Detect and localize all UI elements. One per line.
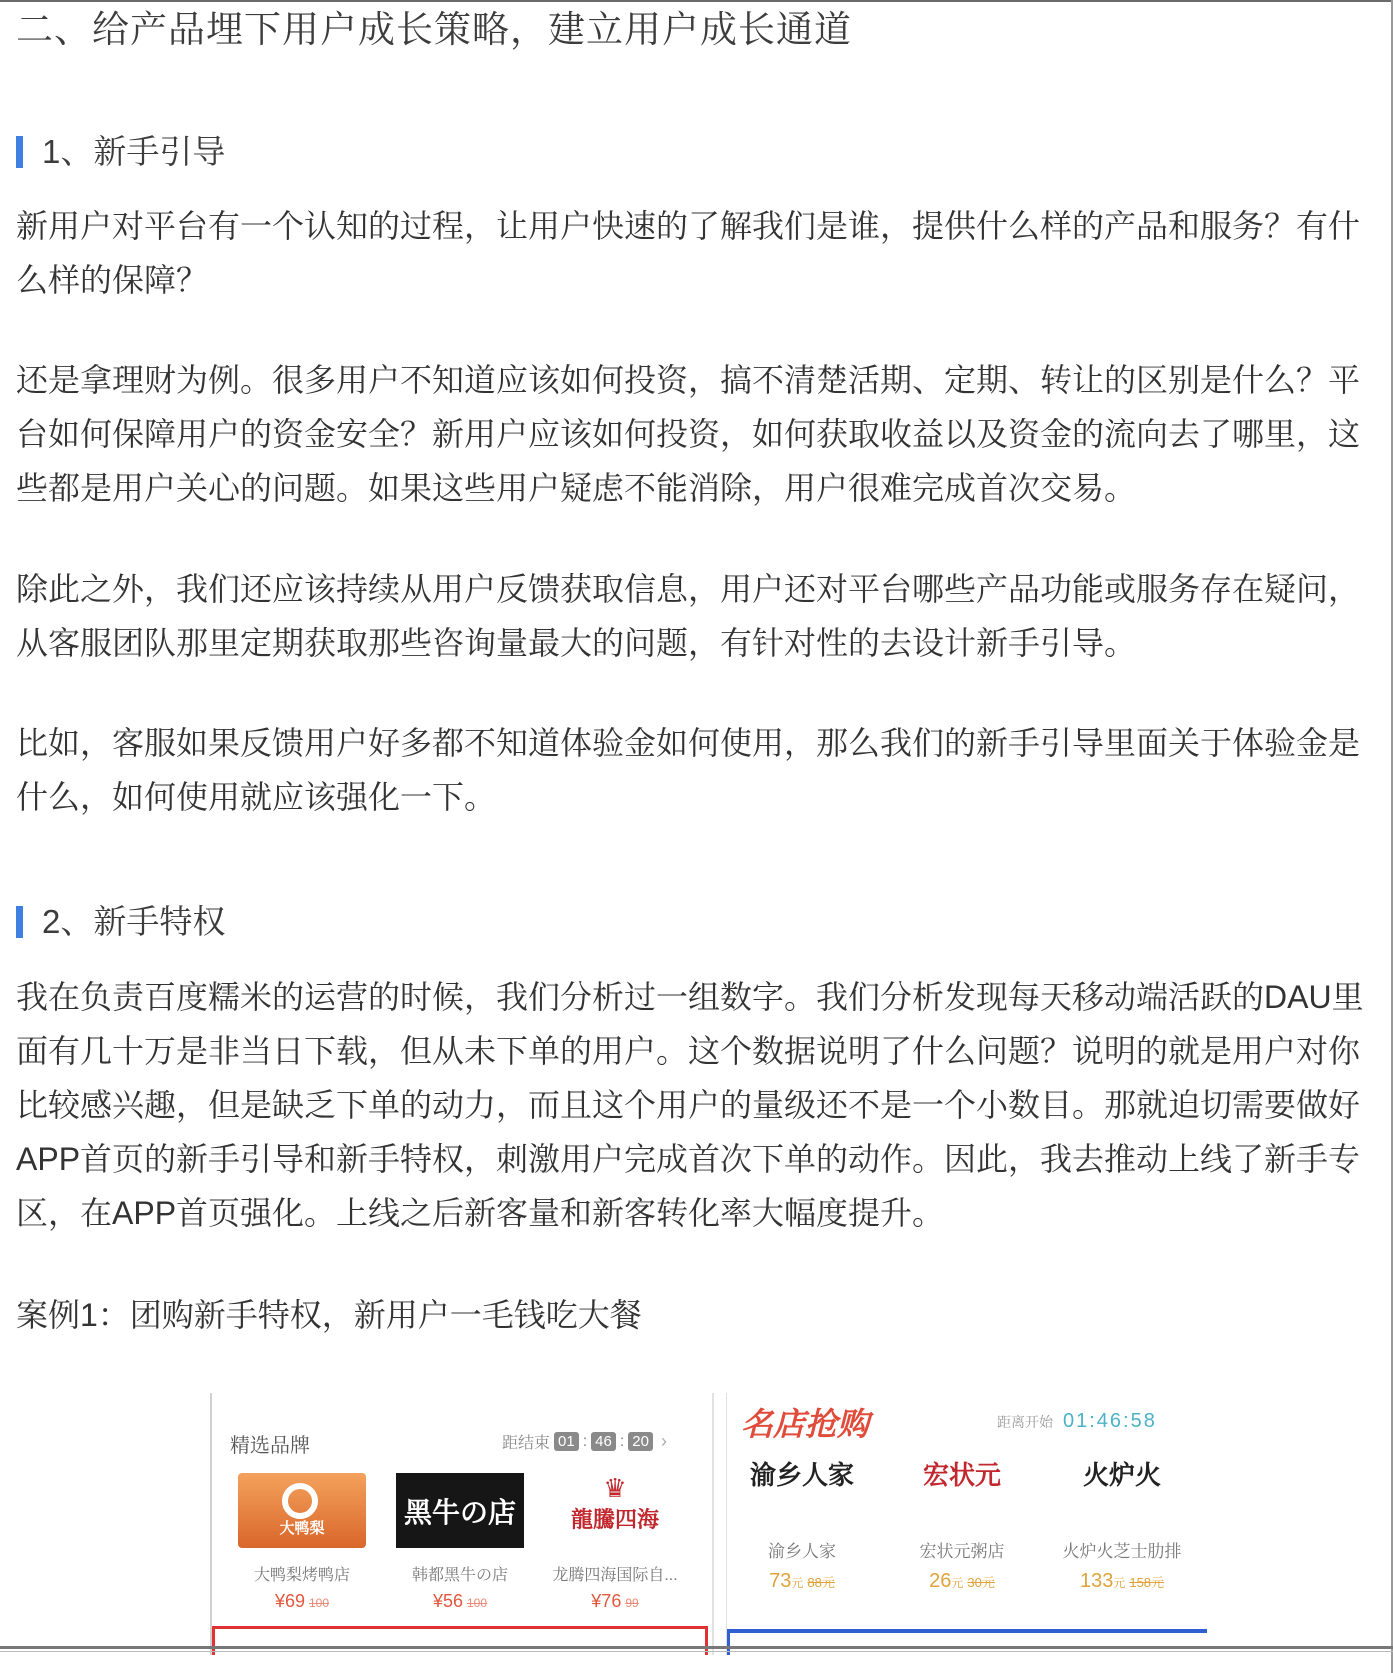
price-value: 133 — [1079, 1570, 1114, 1592]
paragraph-line: 台如何保障用户的资金安全？新用户应该如何投资，如何获取收益以及资金的流向去了哪里，这 — [16, 416, 1361, 452]
store-price — [1047, 1570, 1197, 1593]
store-price — [727, 1570, 877, 1593]
paragraph-line: APP首页的新手引导和新手特权，刺激用户完成首次下单的动作。因此，我去推动上线了新手专 — [16, 1141, 1361, 1177]
price-value: 26 — [929, 1570, 952, 1592]
paragraph-line: 面有几十万是非当日下载，但从未下单的用户。这个数据说明了什么问题？说明的就是用户对你 — [16, 1033, 1361, 1069]
featured-brands-title: 精选品牌 — [230, 1435, 310, 1457]
paragraph-line: 么样的保障？ — [16, 262, 209, 298]
store-logo: 火炉火 — [1082, 1461, 1161, 1491]
store-card[interactable] — [727, 1459, 877, 1593]
original-price: 88元 — [807, 1575, 835, 1590]
brand-logo-text: 龍騰四海 — [570, 1507, 659, 1533]
store-name: 火炉火芝士肋排 — [1062, 1542, 1182, 1561]
countdown-hours: 01 — [554, 1432, 579, 1451]
brand-price — [395, 1591, 525, 1612]
brand-name: 韩都黑牛の店 — [411, 1567, 508, 1584]
price-unit: 元 — [791, 1576, 804, 1590]
bottom-border-thin — [0, 1651, 1393, 1652]
paragraph-line: 些都是用户关心的问题。如果这些用户疑虑不能消除，用户很难完成首次交易。 — [16, 470, 1137, 506]
paragraph-line: 比如，客服如果反馈用户好多都不知道体验金如何使用，那么我们的新手引导里面关于体验金是 — [16, 725, 1361, 761]
brand-card[interactable] — [237, 1473, 367, 1612]
subsection-title-privilege — [16, 900, 225, 944]
section-heading: 二、给产品埋下用户成长策略，建立用户成长通道 — [16, 9, 852, 50]
accent-bar — [16, 136, 23, 168]
paragraph-line: 新用户对平台有一个认知的过程，让用户快速的了解我们是谁，提供什么样的产品和服务？有什 — [16, 208, 1361, 244]
paragraph — [16, 970, 1381, 1240]
countdown-label: 距结束 — [502, 1435, 551, 1452]
featured-brands-panel — [210, 1393, 714, 1655]
brand-price — [550, 1591, 680, 1612]
paragraph-line: 我在负责百度糯米的运营的时候，我们分析过一组数字。我们分析发现每天移动端活跃的DAU里 — [16, 979, 1364, 1015]
original-price: 100 — [309, 1596, 330, 1610]
paragraph-line: 比较感兴趣，但是缺乏下单的动力，而且这个用户的量级还不是一个小数目。那就迫切需要做好 — [16, 1087, 1361, 1123]
brand-logo — [551, 1473, 679, 1548]
chevron-right-icon[interactable]: › — [660, 1431, 667, 1451]
paragraph — [16, 562, 1381, 670]
start-countdown-digits: 01:46:58 — [1063, 1410, 1157, 1432]
top-border — [0, 0, 1393, 2]
countdown-minutes: 46 — [591, 1432, 616, 1451]
famous-stores-panel — [726, 1393, 1210, 1655]
brand-logo-text: 大鸭梨 — [279, 1520, 325, 1537]
brand-card[interactable] — [550, 1473, 680, 1612]
countdown-seconds: 20 — [628, 1432, 653, 1451]
paragraph-line: 还是拿理财为例。很多用户不知道应该如何投资，搞不清楚活期、定期、转让的区别是什么？平 — [16, 362, 1361, 398]
accent-bar — [16, 906, 23, 938]
price-value: ¥56 — [432, 1591, 463, 1611]
brand-name: 龙腾四海国际自... — [552, 1567, 678, 1584]
store-logo: 渝乡人家 — [749, 1461, 854, 1491]
start-countdown — [997, 1410, 1157, 1433]
paragraph-line: 区，在APP首页强化。上线之后新客量和新客转化率大幅度提升。 — [16, 1195, 945, 1231]
price-value: 73 — [769, 1570, 792, 1592]
countdown: 距结束 01 : 46 : 20 › — [502, 1431, 667, 1452]
paragraph — [16, 716, 1381, 824]
store-logo: 宏状元 — [922, 1461, 1001, 1491]
store-price — [887, 1570, 1037, 1593]
subsection-title-guide — [16, 130, 225, 174]
brand-logo — [238, 1473, 366, 1548]
bottom-border — [0, 1646, 1393, 1649]
paragraph-line: 什么，如何使用就应该强化一下。 — [16, 779, 497, 815]
original-price: 30元 — [967, 1575, 995, 1590]
original-price: 158元 — [1129, 1575, 1165, 1590]
brand-logo — [396, 1473, 524, 1548]
price-unit: 元 — [1113, 1576, 1126, 1590]
dragon-emblem-icon: ♛ — [603, 1473, 627, 1503]
orange-ring-icon — [282, 1483, 318, 1519]
brand-name: 大鸭梨烤鸭店 — [253, 1567, 350, 1584]
store-card[interactable] — [1047, 1459, 1197, 1593]
famous-stores-title: 名店抢购 — [741, 1405, 870, 1443]
store-name: 宏状元粥店 — [919, 1542, 1005, 1561]
paragraph-line: 除此之外，我们还应该持续从用户反馈获取信息，用户还对平台哪些产品功能或服务存在疑问， — [16, 571, 1361, 607]
paragraph — [16, 199, 1381, 307]
paragraph — [16, 353, 1381, 515]
start-countdown-label: 距离开始 — [997, 1414, 1053, 1430]
price-value: ¥76 — [591, 1591, 622, 1611]
brand-card[interactable] — [395, 1473, 525, 1612]
paragraph-line: 从客服团队那里定期获取那些咨询量最大的问题，有针对性的去设计新手引导。 — [16, 625, 1137, 661]
original-price: 100 — [467, 1596, 488, 1610]
subsection-title-text: 1、新手引导 — [42, 133, 226, 170]
subsection-title-text: 2、新手特权 — [42, 903, 226, 940]
case-caption: 案例1：团购新手特权，新用户一毛钱吃大餐 — [16, 1297, 642, 1333]
price-value: ¥69 — [274, 1591, 305, 1611]
store-name: 渝乡人家 — [768, 1542, 836, 1561]
store-card[interactable] — [887, 1459, 1037, 1593]
price-unit: 元 — [951, 1576, 964, 1590]
original-price: 99 — [625, 1596, 639, 1610]
brand-price — [237, 1591, 367, 1612]
brand-logo-text: 黑牛の店 — [403, 1496, 516, 1529]
app-screenshot-figure — [210, 1393, 1210, 1655]
